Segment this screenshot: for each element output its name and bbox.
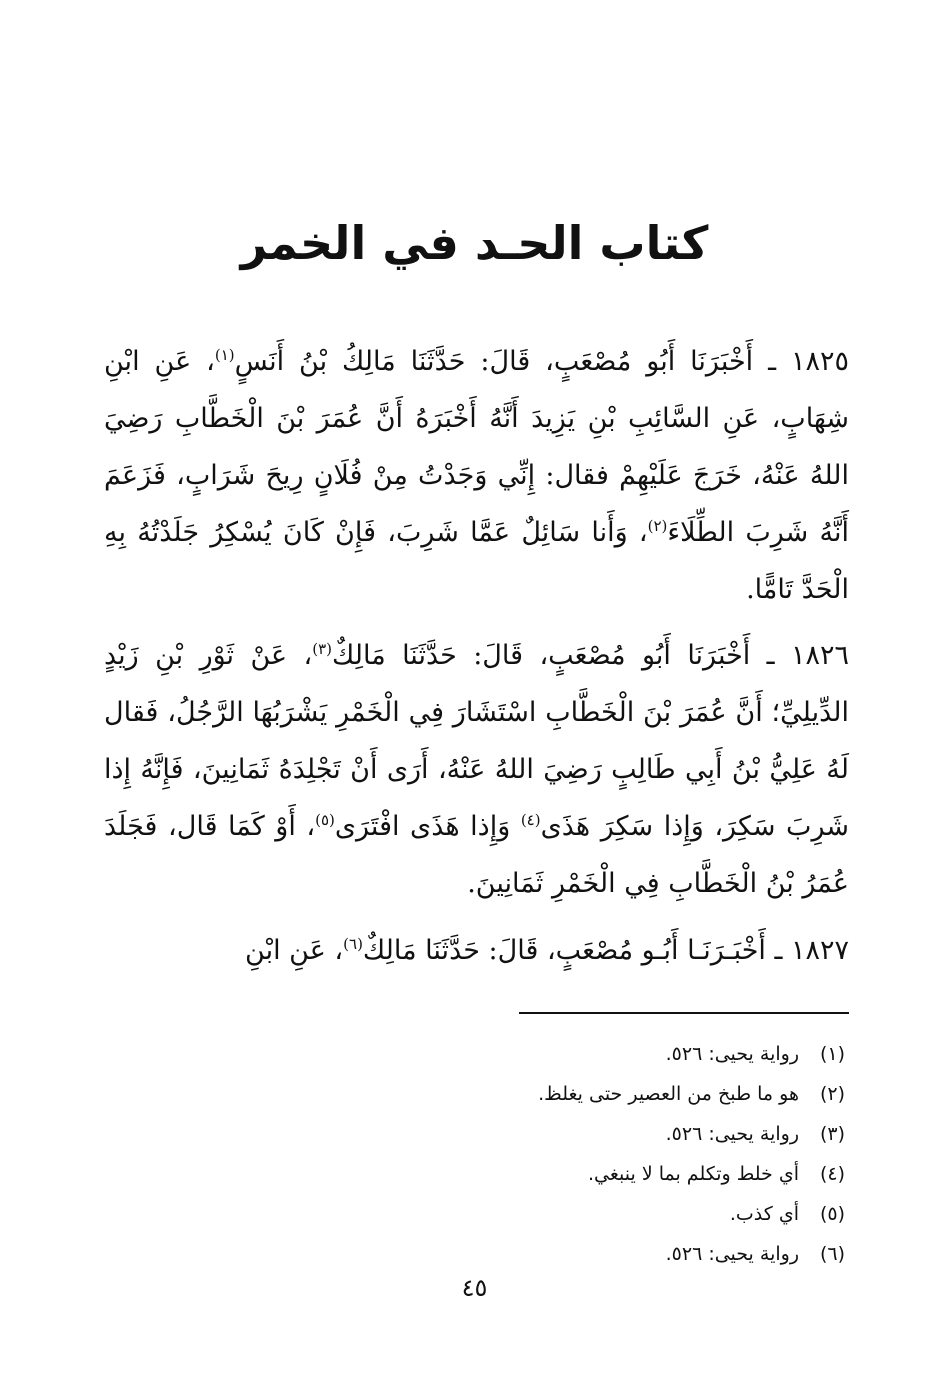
- footnote-item: [325, 1074, 845, 1114]
- hadith-text: ، عَنِ ابْنِ شِهَابٍ، عَنِ السَّائِبِ بْنِ يَزِيدَ أَنَّهُ أَخْبَرَهُ أَنَّ عُمَرَ بْنَ الْخَطَّابِ رَضِيَ اللهُ عَنْهُ، خَرَجَ عَلَيْهِمْ فقال: إِنِّي وَجَدْتُ مِنْ فُلَانٍ رِيحَ شَرَابٍ، فَزَعَمَ أَنَّهُ شَرِبَ الطِّلَاءَ: [104, 346, 849, 548]
- footnote-ref-6: (٦): [343, 935, 363, 953]
- footnote-text: هو ما طبخ من العصير حتى يغلظ.: [538, 1083, 799, 1105]
- hadith-text: ١٨٢٥ ـ أَخْبَرَنَا أَبُو مُصْعَبٍ، قَالَ: حَدَّثَنَا مَالِكُ بْنُ أَنَسٍ: [234, 346, 849, 377]
- chapter-title: كتاب الحـد في الخمر: [240, 216, 709, 270]
- hadith-paragraph: [104, 627, 849, 912]
- footnote-item: [325, 1154, 845, 1194]
- footnote-ref-5: (٥): [315, 811, 335, 829]
- footnote-ref-3: (٣): [312, 640, 333, 658]
- footnote-text: أي كذب.: [729, 1203, 799, 1225]
- hadith-1826: [104, 627, 849, 912]
- footnote-text: رواية يحيى: ٥٢٦.: [665, 1123, 799, 1145]
- hadith-paragraph: [104, 333, 849, 618]
- page-number: ٤٥: [461, 1274, 488, 1302]
- footnote-ref-4: (٤): [520, 811, 541, 829]
- footnote-text: رواية يحيى: ٥٢٦.: [665, 1043, 799, 1065]
- footnote-item: [325, 1114, 845, 1154]
- footnote-ref-1: (١): [214, 346, 235, 364]
- footnote-number: (٤): [819, 1163, 845, 1185]
- footnote-number: (٣): [819, 1123, 845, 1145]
- hadith-text: ، أَوْ كَمَا قَال، فَجَلَدَ عُمَرُ بْنُ الْخَطَّابِ فِي الْخَمْرِ ثَمَانِينَ.: [104, 811, 849, 899]
- hadith-1825: [104, 333, 849, 618]
- hadith-text: ١٨٢٦ ـ أَخْبَرَنَا أَبُو مُصْعَبٍ، قَالَ: حَدَّثَنَا مَالِكٌ: [332, 640, 849, 671]
- footnote-number: (٢): [819, 1083, 845, 1105]
- hadith-text: ١٨٢٧ ـ أَخْبَـرَنَـا أَبُـو مُصْعَبٍ، قَالَ: حَدَّثَنَا مَالِكٌ: [362, 935, 849, 966]
- footnotes: [325, 1034, 845, 1274]
- hadith-text: ، عَنْ ثَوْرِ بْنِ زَيْدٍ الدِّيلِيِّ؛ أَنَّ عُمَرَ بْنَ الْخَطَّابِ اسْتَشَارَ فِي الْخَمْرِ يَشْرَبُهَا الرَّجُلُ، فَقال لَهُ عَلِيُّ بْنُ أَبِي طَالِبٍ رَضِيَ اللهُ عَنْهُ، أَرَى أَنْ تَجْلِدَهُ ثَمَانِينَ، فَإِنَّهُ إِذا شَرِبَ سَكِرَ، وَإِذا سَكِرَ هَذَى: [104, 640, 849, 842]
- hadith-text: وَإِذا هَذَى افْتَرَى: [334, 811, 521, 842]
- footnote-text: رواية يحيى: ٥٢٦.: [665, 1243, 799, 1265]
- hadith-1827: [104, 922, 849, 979]
- footnote-number: (٦): [819, 1243, 845, 1265]
- footnote-item: [325, 1194, 845, 1234]
- hadith-paragraph: [104, 922, 849, 979]
- footnote-number: (١): [819, 1043, 845, 1065]
- hadith-text: ، عَنِ ابْنِ: [245, 935, 344, 966]
- footnote-number: (٥): [819, 1203, 845, 1225]
- hadith-text: ، وَأَنا سَائِلٌ عَمَّا شَرِبَ، فَإِنْ كَانَ يُسْكِرُ جَلَدْتُهُ بِهِ الْحَدَّ تَامًّا.: [104, 517, 849, 605]
- footnote-divider: [519, 1012, 849, 1014]
- footnote-text: أي خلط وتكلم بما لا ينبغي.: [587, 1163, 799, 1185]
- footnote-ref-2: (٢): [647, 517, 668, 535]
- footnote-item: [325, 1034, 845, 1074]
